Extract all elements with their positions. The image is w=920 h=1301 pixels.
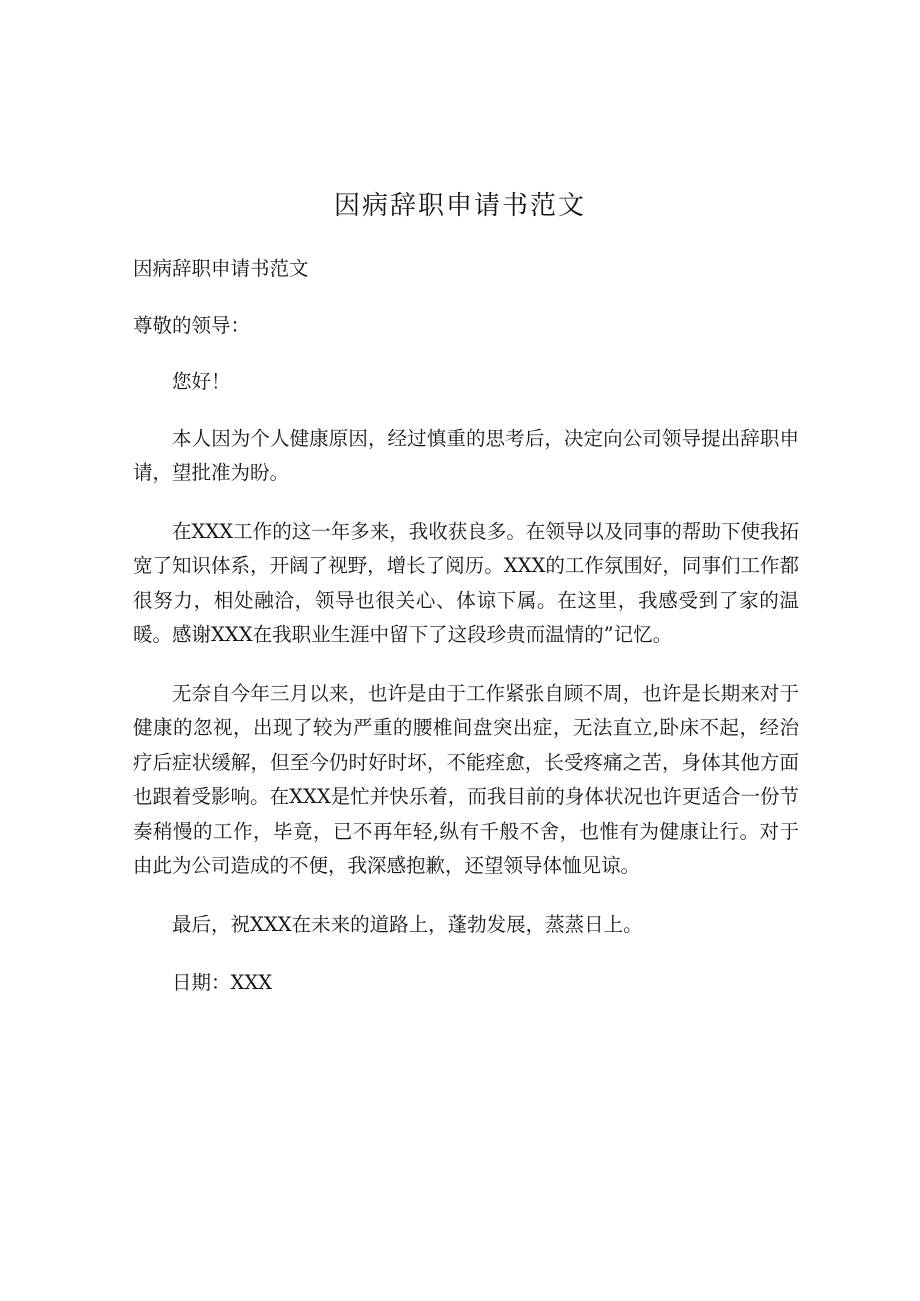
document-title: 因病辞职申请书范文 <box>333 191 586 221</box>
paragraph-health: 无奈自今年三月以来，也许是由于工作紧张自顾不周，也许是长期来对于健康的忽视，出现了较为严重的腰椎间盘突出症，无法直立,卧床不起，经治疗后症状缓解，但至今仍时好时坏，不能痊愈，长受疼痛之苦，身体其他方面也跟着受影响。在XXX是忙并快乐着，而我目前的身体状况也许更适合一份节奏稍慢的工作，毕竟，已不再年轻,纵有千般不舍，也惟有为健康让行。对于由此为公司造成的不便，我深感抱歉，还望领导体恤见谅。 <box>133 681 799 877</box>
greeting: 您好！ <box>172 370 231 393</box>
paragraph-reason: 本人因为个人健康原因，经过慎重的思考后，决定向公司领导提出辞职申请，望批准为盼。 <box>133 426 799 484</box>
salutation: 尊敬的领导： <box>133 313 251 337</box>
document-body <box>133 252 799 1025</box>
paragraph-closing: 最后，祝XXX在未来的道路上，蓬勃发展，蒸蒸日上。 <box>172 912 643 936</box>
paragraph-gratitude: 在XXX工作的这一年多来，我收获良多。在领导以及同事的帮助下使我拓宽了知识体系，开阔了视野，增长了阅历。XXX的工作氛围好，同事们工作都很努力，相处融洽，领导也很关心、体谅下属。在这里，我感受到了家的温暖。感谢XXX在我职业生涯中留下了这段珍贵而温情的”记忆。 <box>133 519 799 646</box>
document-subtitle: 因病辞职申请书范文 <box>133 257 309 280</box>
date-line: 日期：XXX <box>172 971 273 994</box>
